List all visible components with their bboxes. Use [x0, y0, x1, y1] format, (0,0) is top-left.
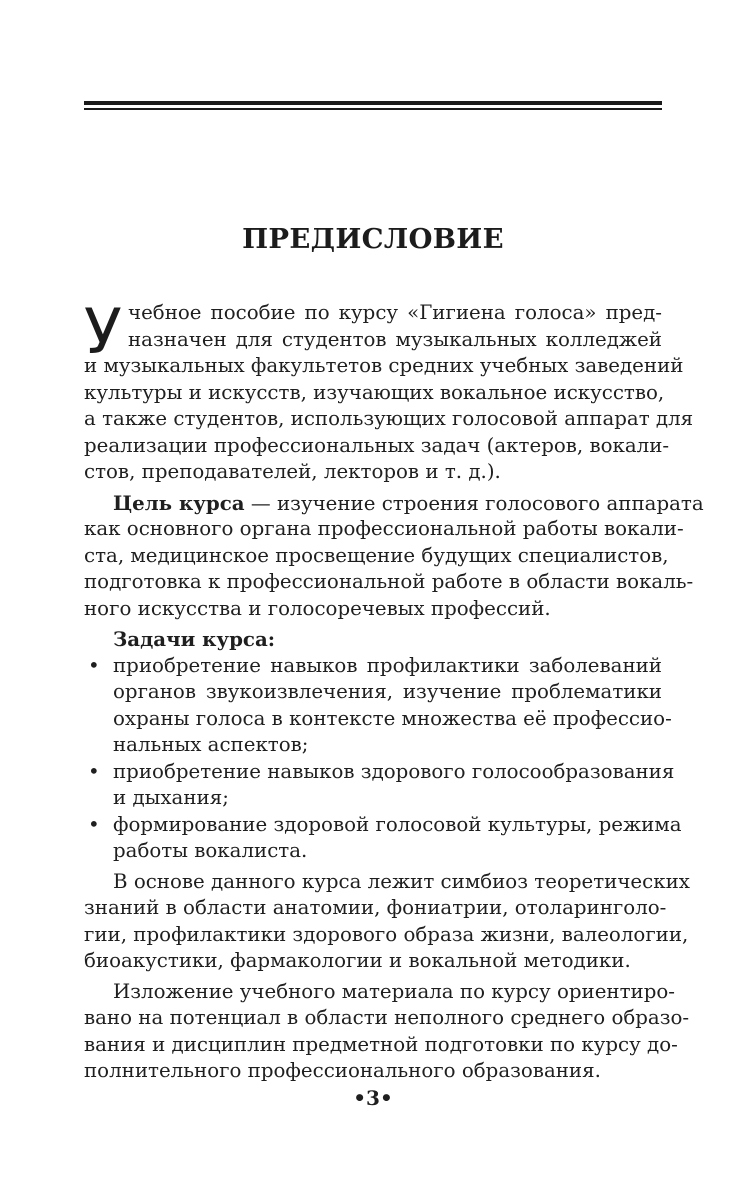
- text-line: гии, профилактики здорового образа жизни, валеологии,: [84, 922, 689, 946]
- text-line: полнительного профессионального образования.: [84, 1059, 601, 1082]
- text-line: и дыхания;: [113, 786, 229, 809]
- text-line: нальных аспектов;: [113, 733, 309, 756]
- list-item: [84, 759, 675, 812]
- text-line: Изложение учебного материала по курсу ориентиро-: [113, 979, 675, 1003]
- page-title: ПРЕДИСЛОВИЕ: [242, 223, 504, 255]
- text-line: биоакустики, фармакологии и вокальной методики.: [84, 949, 631, 972]
- text-line: и музыкальных факультетов средних учебных заведений: [84, 354, 684, 377]
- bullet-icon: •: [88, 759, 100, 783]
- text-line: знаний в области анатомии, фониатрии, отоларинголо-: [84, 896, 667, 919]
- text-line: культуры и искусств, изучающих вокальное искусство,: [84, 380, 665, 404]
- text-line: охраны голоса в контексте множества её профессио-: [113, 706, 672, 730]
- goal-paragraph: [84, 490, 704, 623]
- text-line: стов, преподавателей, лекторов и т. д.).: [84, 460, 501, 483]
- bullet-icon: •: [88, 812, 100, 836]
- text-line: реализации профессиональных задач (актеров, вокали-: [84, 433, 670, 457]
- text-line: чебное пособие по курсу «Гигиена голоса» пред-: [128, 301, 662, 324]
- page-number: •3•: [353, 1086, 393, 1110]
- top-rule-thick: [84, 101, 662, 105]
- text-line: как основного органа профессиональной работы вокали-: [84, 517, 684, 540]
- text-line: приобретение навыков здорового голосообразования: [113, 759, 675, 783]
- text-line: формирование здоровой голосовой культуры, режима: [113, 812, 682, 836]
- text-line: вания и дисциплин предметной подготовки по курсу до-: [84, 1032, 678, 1056]
- tasks-heading: Задачи курса:: [113, 627, 276, 651]
- bullet-icon: •: [88, 653, 100, 677]
- list-item: [84, 812, 682, 865]
- text-line: подготовка к профессиональной работе в области вокаль-: [84, 570, 694, 593]
- text-line: ста, медицинское просвещение будущих специалистов,: [84, 543, 669, 567]
- text-line: Цель курса — изучение строения голосового аппарата: [113, 490, 704, 515]
- text-line: приобретение навыков профилактики заболеваний: [113, 653, 662, 677]
- orientation-paragraph: [84, 979, 690, 1085]
- list-item: [84, 653, 672, 759]
- text-line: а также студентов, использующих голосовой аппарат для: [84, 407, 694, 430]
- preface-body: [84, 295, 704, 1085]
- goal-term: Цель курса: [113, 490, 245, 515]
- text-line: ного искусства и голосоречевых профессий.: [84, 596, 551, 620]
- text-line: назначен для студентов музыкальных колледжей: [128, 327, 662, 351]
- text-line: вано на потенциал в области неполного среднего образо-: [84, 1006, 690, 1029]
- basis-paragraph: [84, 869, 690, 975]
- text-line: работы вокалиста.: [113, 839, 308, 862]
- top-rule-thin: [84, 108, 662, 110]
- intro-paragraph: [84, 295, 694, 486]
- text-line: органов звукоизвлечения, изучение проблематики: [113, 680, 662, 703]
- drop-cap: У: [84, 295, 122, 368]
- text-line: В основе данного курса лежит симбиоз теоретических: [113, 869, 690, 893]
